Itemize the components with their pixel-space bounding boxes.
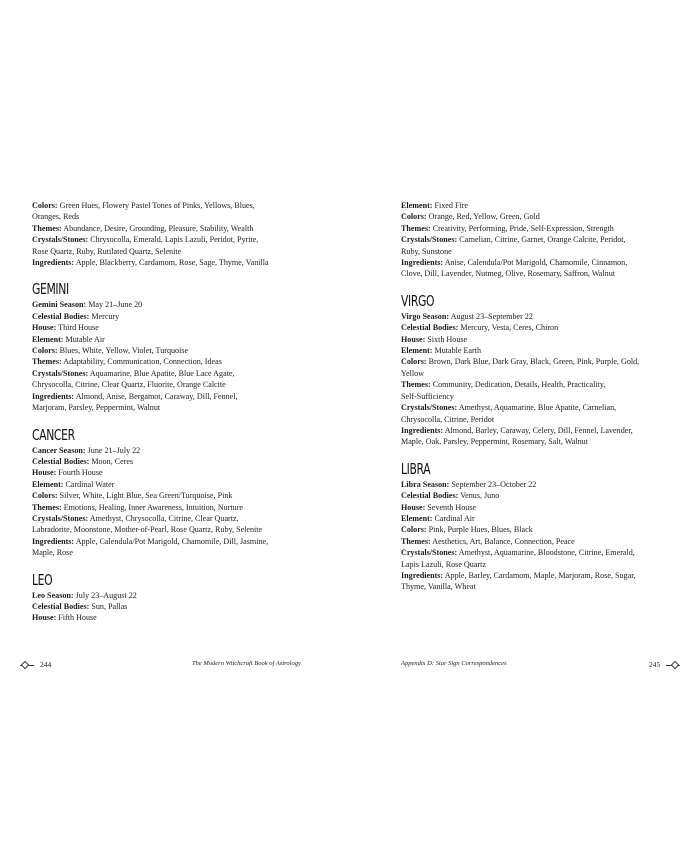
field-line xyxy=(401,322,700,333)
sign-section-cancer xyxy=(32,427,332,559)
field-value: Aquamarine, Blue Apatite, Blue Lace Agate, xyxy=(88,368,235,378)
field-label: Themes: xyxy=(32,223,62,233)
ornament-icon xyxy=(20,662,34,668)
field-value: Mercury xyxy=(89,311,120,321)
field-label: Element: xyxy=(32,334,64,344)
field-continuation: Yellow xyxy=(401,368,425,378)
field-label: Crystals/Stones: xyxy=(32,513,89,523)
field-continuation: Thyme, Vanilla, Wheat xyxy=(401,582,476,592)
continued-section xyxy=(401,200,700,280)
field-line xyxy=(401,334,700,345)
field-label: Ingredients: xyxy=(401,258,444,268)
field-label: Colors: xyxy=(32,491,58,501)
field-value: Sixth House xyxy=(425,334,468,344)
field-line xyxy=(32,356,332,367)
field-label: Crystals/Stones: xyxy=(32,235,89,245)
field-label: Themes: xyxy=(401,380,431,390)
ornament-icon xyxy=(666,662,680,668)
field-label: Celestial Bodies: xyxy=(401,323,459,333)
field-value: May 21–June 20 xyxy=(86,300,143,310)
field-value: Mutable Air xyxy=(63,334,105,344)
field-line xyxy=(401,402,700,413)
field-line xyxy=(401,547,700,558)
field-line xyxy=(32,322,332,333)
field-label: Cancer Season: xyxy=(32,445,86,455)
field-value: Apple, Calendula/Pot Marigold, Chamomile, Dill, Jasmine, xyxy=(74,536,269,546)
field-value: Third House xyxy=(56,323,99,333)
continued-section xyxy=(32,200,332,268)
page-number: 245 xyxy=(649,660,661,669)
field-value: Abundance, Desire, Grounding, Pleasure, Stability, Wealth xyxy=(61,223,254,233)
field-value: Aesthetics, Art, Balance, Connection, Peace xyxy=(430,536,575,546)
field-continuation: Rose Quartz, Ruby, Rutilated Quartz, Selenite xyxy=(32,246,182,256)
sign-heading: LIBRA xyxy=(401,459,431,478)
field-line xyxy=(401,211,700,222)
field-continuation: Lapis Lazuli, Rose Quartz xyxy=(401,559,486,569)
field-value: Community, Dedication, Details, Health, Practicality, xyxy=(430,380,606,390)
field-value: Silver, White, Light Blue, Sea Green/Turquoise, Pink xyxy=(57,491,233,501)
field-line xyxy=(32,479,332,490)
field-line xyxy=(32,391,332,402)
field-line xyxy=(401,536,700,547)
field-value: Adaptability, Communication, Connection, Ideas xyxy=(61,357,222,367)
field-continuation: Maple, Oak, Parsley, Peppermint, Rosemary, Salt, Walnut xyxy=(401,437,588,447)
field-line xyxy=(32,334,332,345)
field-value: Apple, Blackberry, Cardamom, Rose, Sage, Thyme, Vanilla xyxy=(74,258,269,268)
field-line xyxy=(401,311,700,322)
field-line xyxy=(401,502,700,513)
field-value: Seventh House xyxy=(425,502,477,512)
field-label: Colors: xyxy=(401,212,427,222)
field-continuation: Maple, Rose xyxy=(32,548,73,558)
field-line xyxy=(32,590,332,601)
field-value: Fixed Fire xyxy=(432,201,468,210)
field-line xyxy=(32,200,332,211)
field-line xyxy=(32,445,332,456)
field-label: Themes: xyxy=(32,357,62,367)
field-value: Orange, Red, Yellow, Green, Gold xyxy=(426,212,540,222)
field-value: Emotions, Healing, Inner Awareness, Intuition, Nurture xyxy=(61,502,243,512)
field-line xyxy=(32,234,332,245)
field-value: June 21–July 22 xyxy=(85,445,141,455)
sign-section-libra xyxy=(401,461,700,593)
field-label: House: xyxy=(32,468,57,478)
field-line xyxy=(32,257,332,268)
field-label: Celestial Bodies: xyxy=(32,456,90,466)
field-value: Amethyst, Aquamarine, Bloodstone, Citrine, Emerald, xyxy=(457,548,635,558)
field-value: Apple, Barley, Cardamom, Maple, Marjoram, Rose, Sugar, xyxy=(443,570,636,580)
field-continuation: Oranges, Reds xyxy=(32,212,80,222)
field-line xyxy=(401,356,700,367)
field-value: August 23–September 22 xyxy=(449,311,533,321)
field-label: Crystals/Stones: xyxy=(401,235,458,245)
field-line xyxy=(32,502,332,513)
right-folio xyxy=(649,660,680,669)
field-label: House: xyxy=(32,613,57,623)
field-label: Libra Season: xyxy=(401,479,450,489)
field-value: Mutable Earth xyxy=(432,346,482,356)
running-title: Appendix D: Star Sign Correspondences xyxy=(401,660,507,667)
field-line xyxy=(401,200,700,211)
field-label: Element: xyxy=(401,201,433,210)
field-value: Chrysocolla, Emerald, Lapis Lazuli, Peridot, Pyrite, xyxy=(88,235,259,245)
field-line xyxy=(401,379,700,390)
field-value: Pink, Purple Hues, Blues, Black xyxy=(426,525,533,535)
field-value: July 23–August 22 xyxy=(73,590,137,600)
right-column xyxy=(401,200,700,593)
field-label: Celestial Bodies: xyxy=(32,311,90,321)
field-value: Cardinal Air xyxy=(432,513,475,523)
field-label: Crystals/Stones: xyxy=(401,548,458,558)
field-continuation: Ruby, Sunstone xyxy=(401,246,452,256)
field-continuation: Clove, Dill, Lavender, Nutmeg, Olive, Rosemary, Saffron, Walnut xyxy=(401,269,615,279)
field-value: Carnelian, Citrine, Garnet, Orange Calcite, Peridot, xyxy=(457,235,626,245)
field-label: Element: xyxy=(401,513,433,523)
field-label: Themes: xyxy=(401,223,431,233)
field-line xyxy=(401,223,700,234)
field-line xyxy=(32,513,332,524)
field-value: Moon, Ceres xyxy=(89,456,134,466)
field-line xyxy=(32,612,332,623)
field-line xyxy=(401,425,700,436)
field-line xyxy=(401,479,700,490)
field-line xyxy=(32,456,332,467)
field-continuation: Chrysocolla, Citrine, Clear Quartz, Fluorite, Orange Calcite xyxy=(32,380,226,390)
running-title: The Modern Witchcraft Book of Astrology xyxy=(192,660,301,667)
field-label: Crystals/Stones: xyxy=(401,403,458,413)
left-folio xyxy=(20,660,51,669)
field-line xyxy=(32,368,332,379)
field-label: Ingredients: xyxy=(32,536,75,546)
field-label: Colors: xyxy=(32,346,58,356)
field-value: September 23–October 22 xyxy=(449,479,537,489)
field-line xyxy=(32,223,332,234)
field-label: Virgo Season: xyxy=(401,311,450,321)
field-line xyxy=(401,345,700,356)
field-value: Sun, Pallas xyxy=(89,601,128,611)
field-value: Almond, Anise, Bergamot, Caraway, Dill, Fennel, xyxy=(74,391,238,401)
sign-section-leo xyxy=(32,572,332,624)
field-value: Blues, White, Yellow, Violet, Turquoise xyxy=(57,346,189,356)
field-value: Amethyst, Chrysocolla, Citrine, Clear Quartz, xyxy=(88,513,239,523)
field-line xyxy=(401,234,700,245)
field-label: Ingredients: xyxy=(32,391,75,401)
sign-section-gemini xyxy=(32,281,332,413)
field-value: Fifth House xyxy=(56,613,97,623)
field-label: Ingredients: xyxy=(32,258,75,268)
sign-heading: VIRGO xyxy=(401,291,435,310)
sign-heading: GEMINI xyxy=(32,280,69,299)
field-line xyxy=(32,311,332,322)
field-line xyxy=(32,601,332,612)
field-line xyxy=(401,257,700,268)
field-value: Brown, Dark Blue, Dark Gray, Black, Green, Pink, Purple, Gold, xyxy=(426,357,640,367)
field-label: Colors: xyxy=(32,201,58,210)
field-label: Element: xyxy=(401,346,433,356)
field-line xyxy=(32,490,332,501)
sign-heading: LEO xyxy=(32,570,53,589)
field-continuation: Marjoram, Parsley, Peppermint, Walnut xyxy=(32,403,161,413)
field-label: Celestial Bodies: xyxy=(401,491,459,501)
field-value: Amethyst, Aquamarine, Blue Apatite, Carnelian, xyxy=(457,403,617,413)
page-number: 244 xyxy=(40,660,52,669)
field-line xyxy=(32,345,332,356)
field-label: Leo Season: xyxy=(32,590,74,600)
field-label: Ingredients: xyxy=(401,425,444,435)
field-line xyxy=(32,299,332,310)
left-column xyxy=(32,200,332,624)
field-label: House: xyxy=(401,334,426,344)
field-label: Themes: xyxy=(32,502,62,512)
field-value: Creativity, Performing, Pride, Self-Expression, Strength xyxy=(430,223,614,233)
field-label: Crystals/Stones: xyxy=(32,368,89,378)
field-label: House: xyxy=(32,323,57,333)
field-label: Ingredients: xyxy=(401,570,444,580)
field-value: Venus, Juno xyxy=(458,491,500,501)
field-label: Colors: xyxy=(401,357,427,367)
field-line xyxy=(401,524,700,535)
right-page xyxy=(350,0,700,855)
field-value: Fourth House xyxy=(56,468,103,478)
field-value: Green Hues, Flowery Pastel Tones of Pinks, Yellows, Blues, xyxy=(57,201,255,210)
field-line xyxy=(32,536,332,547)
field-continuation: Chrysocolla, Citrine, Peridot xyxy=(401,414,495,424)
sign-section-virgo xyxy=(401,293,700,448)
field-label: House: xyxy=(401,502,426,512)
field-label: Colors: xyxy=(401,525,427,535)
field-continuation: Self-Sufficiency xyxy=(401,391,454,401)
field-value: Anise, Calendula/Pot Marigold, Chamomile, Cinnamon, xyxy=(443,258,628,268)
field-label: Celestial Bodies: xyxy=(32,601,90,611)
field-label: Gemini Season: xyxy=(32,300,87,310)
field-label: Element: xyxy=(32,479,64,489)
field-continuation: Labradorite, Moonstone, Mother-of-Pearl, Rose Quartz, Ruby, Selenite xyxy=(32,525,263,535)
sign-heading: CANCER xyxy=(32,425,75,444)
field-line xyxy=(401,490,700,501)
field-line xyxy=(32,467,332,478)
field-label: Themes: xyxy=(401,536,431,546)
field-value: Almond, Barley, Caraway, Celery, Dill, Fennel, Lavender, xyxy=(443,425,633,435)
field-value: Cardinal Water xyxy=(63,479,115,489)
field-value: Mercury, Vesta, Ceres, Chiron xyxy=(458,323,559,333)
field-line xyxy=(401,570,700,581)
field-line xyxy=(401,513,700,524)
